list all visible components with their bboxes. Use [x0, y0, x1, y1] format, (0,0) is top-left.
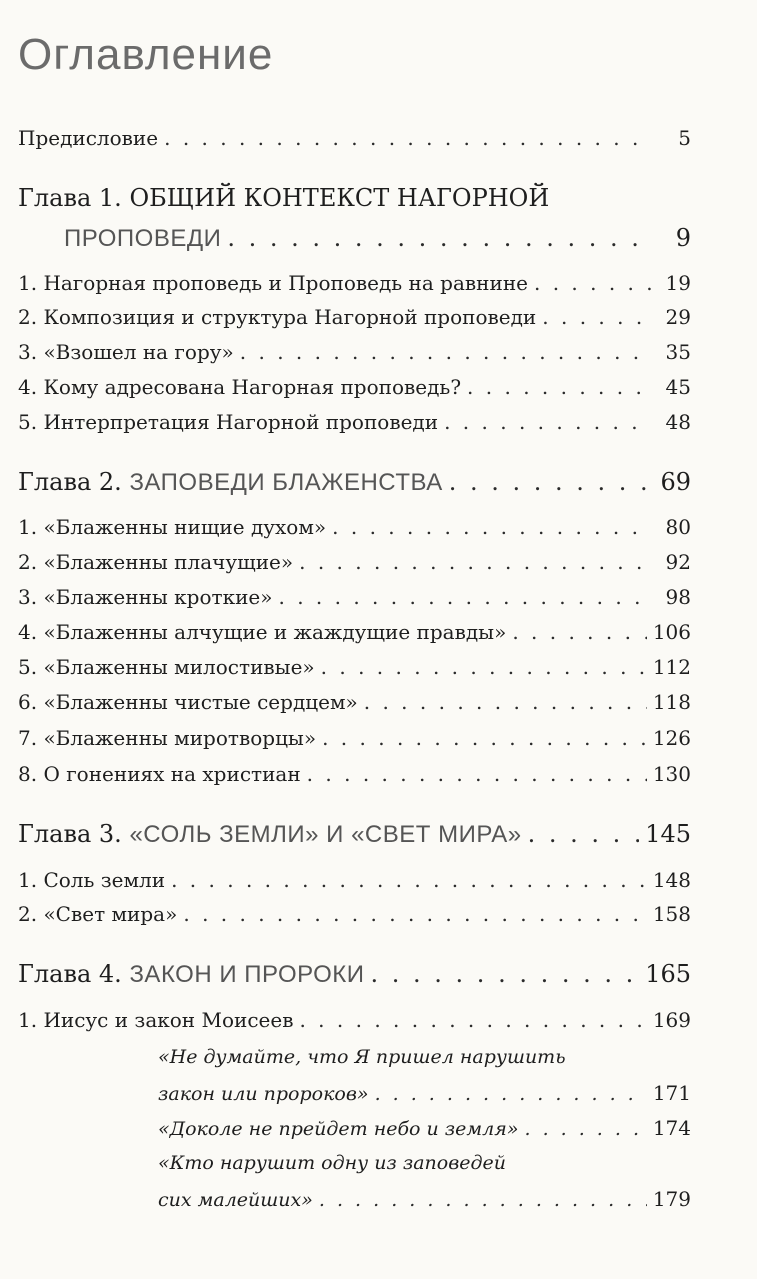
toc-page-number: 92 [665, 550, 691, 574]
toc-page-number: 112 [652, 655, 691, 679]
chapter-title-cont: ПРОПОВЕДИ [64, 225, 222, 252]
toc-entry-label: 6. «Блаженны чистые сердцем» [18, 690, 358, 714]
toc-entry[interactable] [18, 620, 691, 644]
subsection-label-line2: сих малейших» [158, 1189, 313, 1211]
leader-dots [444, 410, 651, 434]
toc-entry-preface[interactable] [18, 126, 691, 150]
toc-page-number: 165 [645, 960, 691, 988]
toc-page-number: 106 [652, 620, 691, 644]
toc-entry-label: 2. Композиция и структура Нагорной проповеди [18, 305, 537, 329]
toc-entry-label: 8. О гонениях на христиан [18, 762, 301, 786]
toc-page-number: 35 [665, 340, 691, 364]
leader-dots [322, 726, 647, 750]
toc-entry-label: 2. «Свет мира» [18, 902, 178, 926]
chapter-title: ЗАПОВЕДИ БЛАЖЕНСТВА [129, 469, 443, 496]
toc-page-number: 169 [652, 1008, 691, 1032]
leader-dots [164, 126, 651, 150]
toc-entry-label: Предисловие [18, 126, 159, 150]
leader-dots [512, 620, 647, 644]
toc-entry-label: 5. «Блаженны милостивые» [18, 655, 315, 679]
subsection-label-line1[interactable]: «Кто нарушит одну из заповедей [158, 1152, 507, 1174]
leader-dots [542, 305, 651, 329]
leader-dots [240, 340, 651, 364]
toc-page-number: 171 [652, 1081, 691, 1105]
toc-page-number: 126 [652, 726, 691, 750]
toc-entry[interactable] [18, 1008, 691, 1032]
toc-page-number: 19 [665, 271, 691, 295]
toc-entry[interactable] [18, 550, 691, 574]
chapter-2-heading[interactable] [18, 468, 691, 497]
toc-page-number: 158 [652, 902, 691, 926]
toc-page-number: 98 [665, 585, 691, 609]
leader-dots [528, 820, 640, 848]
subsection-entry[interactable] [158, 1081, 691, 1105]
leader-dots [227, 224, 651, 252]
chapter-1-heading[interactable] [18, 184, 549, 212]
toc-page-number: 48 [665, 410, 691, 434]
toc-entry[interactable] [18, 762, 691, 786]
leader-dots [319, 1189, 647, 1211]
chapter-prefix: Глава 2. [18, 468, 122, 496]
toc-entry[interactable] [18, 410, 691, 434]
toc-page-number: 5 [678, 126, 691, 150]
toc-entry-label: 4. Кому адресована Нагорная проповедь? [18, 375, 462, 399]
chapter-prefix: Глава 3. [18, 820, 122, 848]
toc-page-number: 45 [665, 375, 691, 399]
leader-dots [299, 550, 651, 574]
leader-dots [299, 1008, 646, 1032]
toc-entry-label: 1. Иисус и закон Моисеев [18, 1008, 294, 1032]
toc-entry-label: 3. «Взошел на гору» [18, 340, 234, 364]
toc-entry[interactable] [18, 868, 691, 892]
leader-dots [534, 271, 651, 295]
toc-entry-label: 5. Интерпретация Нагорной проповеди [18, 410, 439, 434]
chapter-title: ЗАКОН И ПРОРОКИ [129, 961, 365, 988]
toc-page-number: 80 [665, 515, 691, 539]
toc-entry[interactable] [18, 271, 691, 295]
toc-page-number: 145 [645, 820, 691, 848]
leader-dots [307, 762, 647, 786]
toc-entry-label: 1. Нагорная проповедь и Проповедь на равнине [18, 271, 528, 295]
toc-entry-label: 1. Соль земли [18, 868, 166, 892]
toc-entry-label: 3. «Блаженны кроткие» [18, 585, 273, 609]
toc-entry[interactable] [18, 690, 691, 714]
subsection-entry[interactable] [158, 1116, 691, 1140]
subsection-label: «Доколе не прейдет небо и земля» [158, 1118, 519, 1140]
chapter-1-heading-cont[interactable] [64, 224, 691, 253]
toc-entry[interactable] [18, 655, 691, 679]
leader-dots [321, 655, 647, 679]
toc-entry[interactable] [18, 726, 691, 750]
leader-dots [171, 868, 647, 892]
leader-dots [278, 585, 651, 609]
toc-entry-label: 7. «Блаженны миротворцы» [18, 726, 317, 750]
chapter-4-heading[interactable] [18, 960, 691, 989]
toc-page-number: 179 [652, 1187, 691, 1211]
subsection-label-line2: закон или пророков» [158, 1083, 369, 1105]
toc-entry-label: 4. «Блаженны алчущие и жаждущие правды» [18, 620, 507, 644]
toc-entry-label: 1. «Блаженны нищие духом» [18, 515, 327, 539]
toc-entry[interactable] [18, 902, 691, 926]
leader-dots [332, 515, 651, 539]
toc-page-number: 9 [675, 224, 691, 252]
toc-entry[interactable] [18, 585, 691, 609]
toc-page-number: 69 [660, 468, 691, 496]
leader-dots [467, 375, 651, 399]
leader-dots [371, 960, 640, 988]
toc-entry[interactable] [18, 515, 691, 539]
leader-dots [524, 1118, 646, 1140]
chapter-prefix: Глава 1. [18, 184, 122, 212]
toc-entry[interactable] [18, 340, 691, 364]
toc-entry[interactable] [18, 305, 691, 329]
chapter-prefix: Глава 4. [18, 960, 122, 988]
toc-page-number: 148 [652, 868, 691, 892]
leader-dots [449, 468, 651, 496]
leader-dots [183, 902, 646, 926]
toc-page-number: 29 [665, 305, 691, 329]
leader-dots [364, 690, 647, 714]
subsection-entry[interactable] [158, 1187, 691, 1211]
toc-page-number: 174 [652, 1116, 691, 1140]
page-title: Оглавление [18, 30, 274, 79]
toc-page-number: 118 [652, 690, 691, 714]
toc-page-number: 130 [652, 762, 691, 786]
leader-dots [375, 1083, 647, 1105]
subsection-label-line1[interactable]: «Не думайте, что Я пришел нарушить [158, 1046, 566, 1068]
chapter-3-heading[interactable] [18, 820, 691, 849]
toc-entry[interactable] [18, 375, 691, 399]
chapter-title: ОБЩИЙ КОНТЕКСТ НАГОРНОЙ [129, 184, 550, 212]
toc-entry-label: 2. «Блаженны плачущие» [18, 550, 294, 574]
chapter-title: «СОЛЬ ЗЕМЛИ» И «СВЕТ МИРА» [129, 821, 522, 848]
